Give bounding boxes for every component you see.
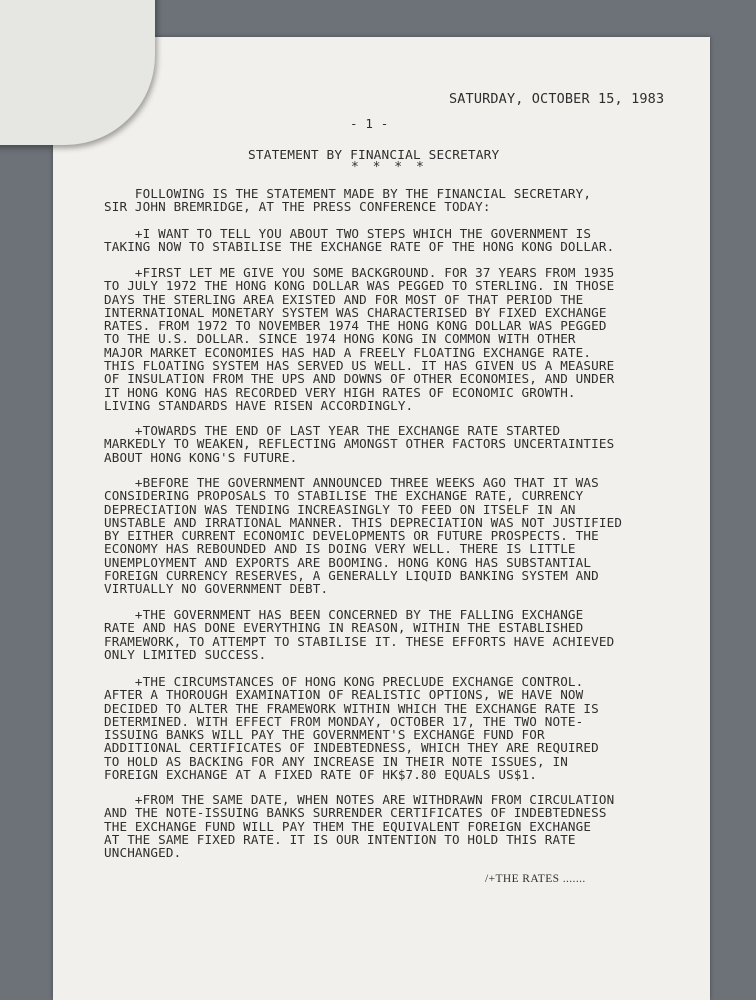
paragraph-government-concern: +THE GOVERNMENT HAS BEEN CONCERNED BY THE FALLING EXCHANGE RATE AND HAS DONE EVERYTHING IN REASON, WITHIN THE ESTABLISHED FRAMEWORK, TO ATTEMPT TO STABILISE IT. THESE EFFORTS HAVE ACHIEVED ONLY LIMITED SUCCESS. — [104, 607, 615, 662]
paragraph-background: +FIRST LET ME GIVE YOU SOME BACKGROUND. FOR 37 YEARS FROM 1935 TO JULY 1972 THE HONG KONG DOLLAR WAS PEGGED TO STERLING. IN THOSE DAYS THE STERLING AREA EXISTED AND FOR MOST OF THAT PERIOD THE INTERNATIONAL MONETARY SYSTEM WAS CHARACTERISED BY FIXED EXCHANGE RATES. FROM 1972 TO NOVEMBER 1974 THE HONG KONG DOLLAR WAS PEGGED TO THE U.S. DOLLAR. SINCE 1974 HONG KONG IN COMMON WITH OTHER MAJOR MARKET ECONOMIES HAS HAD A FREELY FLOATING EXCHANGE RATE. THIS FLOATING SYSTEM HAS SERVED US WELL. IT HAS GIVEN US A MEASURE OF INSULATION FROM THE UPS AND DOWNS OF OTHER ECONOMIES, AND UNDER IT HONG KONG HAS RECORDED VERY HIGH RATES OF ECONOMIC GROWTH. LIVING STANDARDS HAVE RISEN ACCORDINGLY. — [104, 265, 615, 413]
continuation-note: /+THE RATES ....... — [485, 873, 586, 885]
paragraph-two-steps: +I WANT TO TELL YOU ABOUT TWO STEPS WHICH THE GOVERNMENT IS TAKING NOW TO STABILISE THE EXCHANGE RATE OF THE HONG KONG DOLLAR. — [104, 226, 615, 255]
document-date: SATURDAY, OCTOBER 15, 1983 — [449, 91, 665, 107]
paragraph-depreciation: +BEFORE THE GOVERNMENT ANNOUNCED THREE WEEKS AGO THAT IT WAS CONSIDERING PROPOSALS TO STABILISE THE EXCHANGE RATE, CURRENCY DEPRECIATION WAS TENDING INCREASINGLY TO FEED ON ITSELF IN AN UNSTABLE AND IRRATIONAL MANNER. THIS DEPRECIATION WAS NOT JUSTIFIED BY EITHER CURRENT ECONOMIC DEVELOPMENTS OR FUTURE PROSPECTS. THE ECONOMY HAS REBOUNDED AND IS DOING VERY WELL. THERE IS LITTLE UNEMPLOYMENT AND EXPORTS ARE BOOMING. HONG KONG HAS SUBSTANTIAL FOREIGN CURRENCY RESERVES, A GENERALLY LIQUID BANKING SYSTEM AND VIRTUALLY NO GOVERNMENT DEBT. — [104, 475, 623, 597]
paragraph-withdrawal: +FROM THE SAME DATE, WHEN NOTES ARE WITHDRAWN FROM CIRCULATION AND THE NOTE-ISSUING BANKS SURRENDER CERTIFICATES OF INDEBTEDNESS THE EXCHANGE FUND WILL PAY THEM THE EQUIVALENT FOREIGN EXCHANGE AT THE SAME FIXED RATE. IT IS OUR INTENTION TO HOLD THIS RATE UNCHANGED. — [104, 792, 615, 861]
paragraph-weakening: +TOWARDS THE END OF LAST YEAR THE EXCHANGE RATE STARTED MARKEDLY TO WEAKEN, REFLECTING AMONGST OTHER FACTORS UNCERTAINTIES ABOUT HONG KONG'S FUTURE. — [104, 423, 615, 465]
document-page — [53, 37, 710, 1000]
intro-paragraph: FOLLOWING IS THE STATEMENT MADE BY THE FINANCIAL SECRETARY, SIR JOHN BREMRIDGE, AT THE PRESS CONFERENCE TODAY: — [104, 186, 592, 215]
document-title: STATEMENT BY FINANCIAL SECRETARY — [248, 148, 500, 163]
paragraph-exchange-framework: +THE CIRCUMSTANCES OF HONG KONG PRECLUDE EXCHANGE CONTROL. AFTER A THOROUGH EXAMINATION OF REALISTIC OPTIONS, WE HAVE NOW DECIDED TO ALTER THE FRAMEWORK WITHIN WHICH THE EXCHANGE RATE IS DETERMINED. WITH EFFECT FROM MONDAY, OCTOBER 17, THE TWO NOTE- ISSUING BANKS WILL PAY THE GOVERNMENT'S EXCHANGE FUND FOR ADDITIONAL CERTIFICATES OF INDEBTEDNESS, WHICH THEY ARE REQUIRED TO HOLD AS BACKING FOR ANY INCREASE IN THEIR NOTE ISSUES, IN FOREIGN EXCHANGE AT A FIXED RATE OF HK$7.80 EQUALS US$1. — [104, 674, 599, 783]
page-number: - 1 - — [350, 116, 389, 131]
title-stars: * * * * — [351, 160, 427, 175]
